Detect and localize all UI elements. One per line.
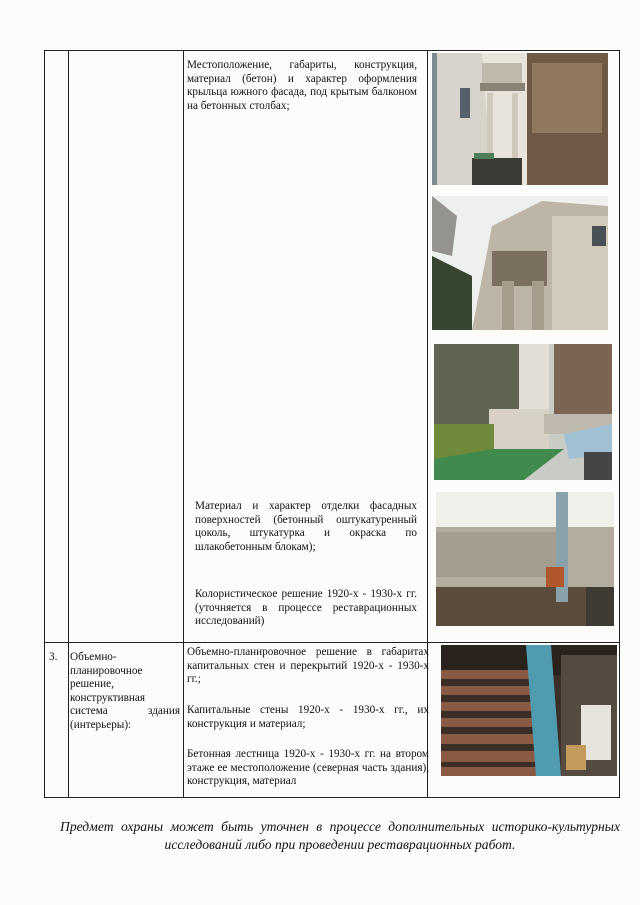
column-divider-number	[68, 50, 69, 798]
color-scheme-description: Колористическое решение 1920-х - 1930-х гг. (уточняется в процессе реставрационных исследований)	[195, 588, 417, 628]
row-title: Объемно-планировочное решение, конструктивная система здания (интерьеры):	[70, 651, 180, 731]
column-divider-name	[183, 50, 184, 798]
table-top-border	[44, 50, 619, 51]
layout-description: Объемно-планировочное решение в габаритах капитальных стен и перекрытий 1920-х - 1930-х гг.;	[187, 646, 429, 686]
footer-note: Предмет охраны может быть уточнен в процессе дополнительных историко-культурных исследований либо при проведении реставрационных работ.	[60, 819, 620, 852]
table-bottom-border	[44, 797, 619, 798]
photo-balcony-slab	[434, 344, 612, 480]
staircase-description: Бетонная лестница 1920-х - 1930-х гг. на втором этаже ее местоположение (северная часть здания), конструкция, материал	[187, 748, 429, 788]
walls-description: Капитальные стены 1920-х - 1930-х гг., их конструкция и материал;	[187, 704, 429, 730]
photo-balcony-columns	[432, 196, 608, 330]
photo-south-porch	[432, 53, 608, 185]
table-right-border	[619, 50, 620, 798]
table-left-border	[44, 50, 45, 798]
row-number: 3.	[49, 651, 58, 663]
row-divider	[44, 642, 619, 643]
porch-description: Местоположение, габариты, конструкция, материал (бетон) и характер оформления крыльца южного фасада, под крытым балконом на бетонных столбах;	[187, 59, 417, 112]
photo-concrete-staircase	[441, 645, 617, 776]
facade-finish-description: Материал и характер отделки фасадных поверхностей (бетонный оштукатуренный цоколь, штукатурка и окраска по шлакобетонным блокам);	[195, 500, 417, 553]
photo-plinth-facade	[436, 492, 614, 626]
